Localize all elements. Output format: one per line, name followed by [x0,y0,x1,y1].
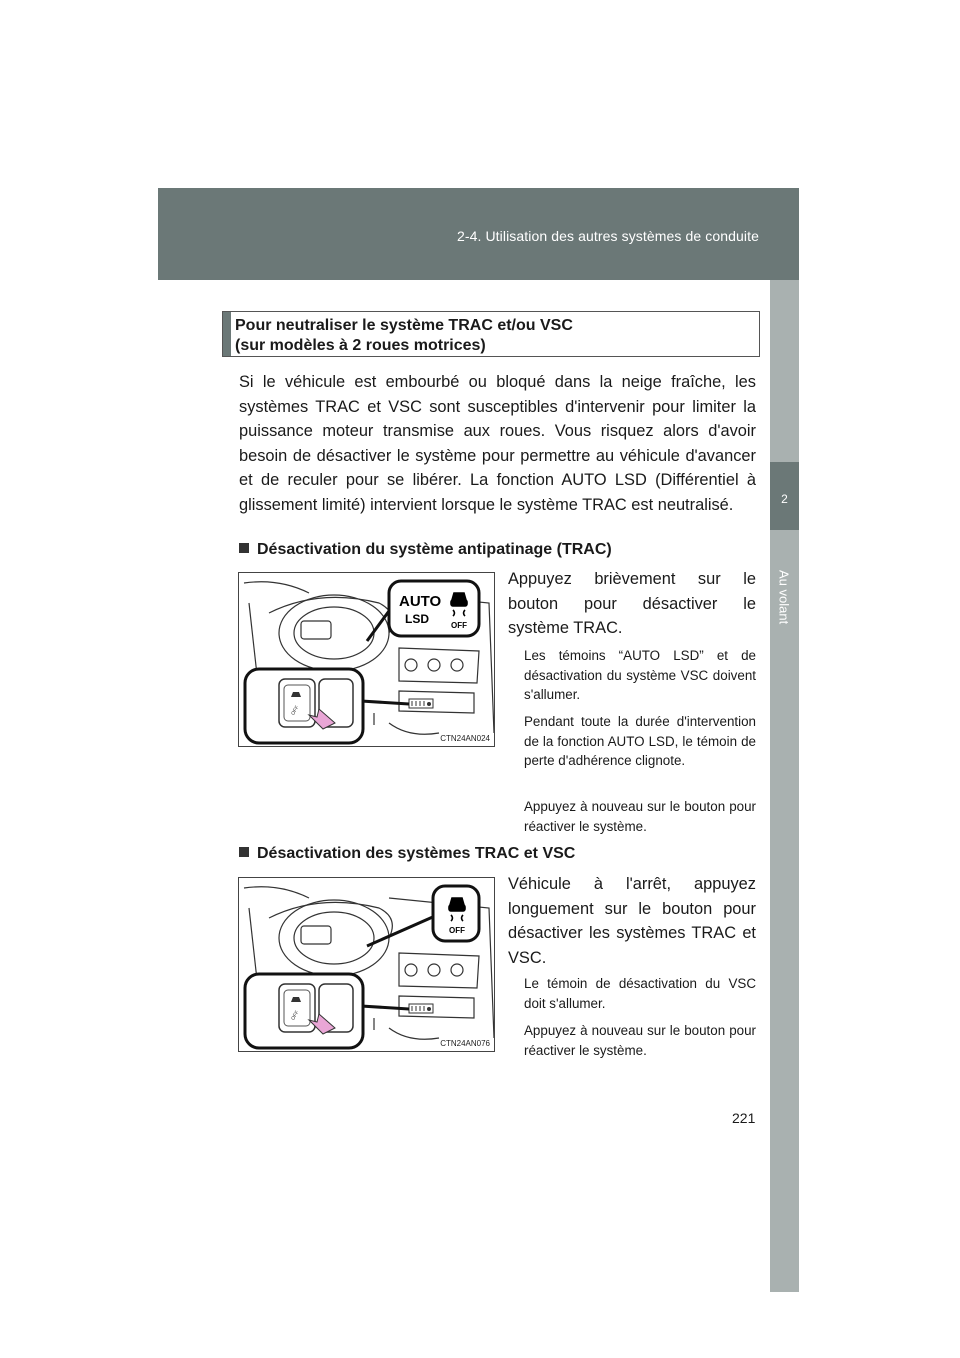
chapter-title: 2-4. Utilisation des autres systèmes de conduite [456,228,759,244]
side-tab-strip-top [770,280,799,462]
block2-note1: Le témoin de désactivation du VSC doit s'allumer. [524,976,756,1011]
block2-instruction: Véhicule à l'arrêt, appuyez longuement sur le bouton pour désactiver les systèmes TRAC et VSC. [508,875,756,967]
square-bullet-icon [239,847,249,857]
chapter-side-label: Au volant [776,570,792,625]
side-tab-strip-bottom [770,530,799,1292]
block1-heading [239,541,612,559]
callout-lsd-label: LSD [405,612,429,626]
chapter-header-band [158,188,799,280]
dashboard-drawing [239,573,495,747]
figure-code: CTN24AN024 [440,734,490,743]
block1-note3: Appuyez à nouveau sur le bouton pour réactiver le système. [524,799,756,834]
block2-heading-text: Désactivation des systèmes TRAC et VSC [257,845,576,862]
block2-heading [239,845,575,863]
chapter-number: 2 [781,492,788,506]
section-title-box [222,311,760,357]
dashboard-drawing-2 [239,878,495,1052]
block1-note2: Pendant toute la durée d'intervention de la fonction AUTO LSD, le témoin de perte d'adhérence clignote. [524,714,756,768]
block1-heading-text: Désactivation du système antipatinage (TRAC) [257,541,612,558]
illustration-trac-button [238,572,495,747]
intro-paragraph: Si le véhicule est embourbé ou bloqué dans la neige fraîche, les systèmes TRAC et VSC sont susceptibles d'intervenir pour limiter la puissance moteur transmise aux roues. Vous risquez alors d'avoir besoin de désactiver le système pour permettre au véhicule d'avancer et de reculer pour se libérer. La fonction AUTO LSD (Différentiel à glissement limité) intervient lorsque le système TRAC est neutralisé. [239,373,756,514]
block1-instruction: Appuyez brièvement sur le bouton pour désactiver le système TRAC. [508,570,756,637]
figure-code: CTN24AN076 [440,1039,490,1048]
block1-note1: Les témoins “AUTO LSD” et de désactivation du système VSC doivent s'allumer. [524,648,756,702]
section-title-line2: (sur modèles à 2 roues motrices) [235,337,486,354]
block2-note2: Appuyez à nouveau sur le bouton pour réactiver le système. [524,1023,756,1058]
svg-text:OFF: OFF [290,1009,301,1022]
square-bullet-icon [239,543,249,553]
chapter-side-tab [770,462,799,530]
svg-text:OFF: OFF [290,704,301,717]
illustration-trac-vsc-button [238,877,495,1052]
page-number: 221 [732,1110,756,1126]
callout-auto-label: AUTO [399,593,442,610]
callout-off-label: OFF [451,621,467,630]
section-title-line1: Pour neutraliser le système TRAC et/ou VSC [235,317,573,334]
callout-off-label: OFF [449,926,465,935]
section-title-bar [223,312,231,356]
